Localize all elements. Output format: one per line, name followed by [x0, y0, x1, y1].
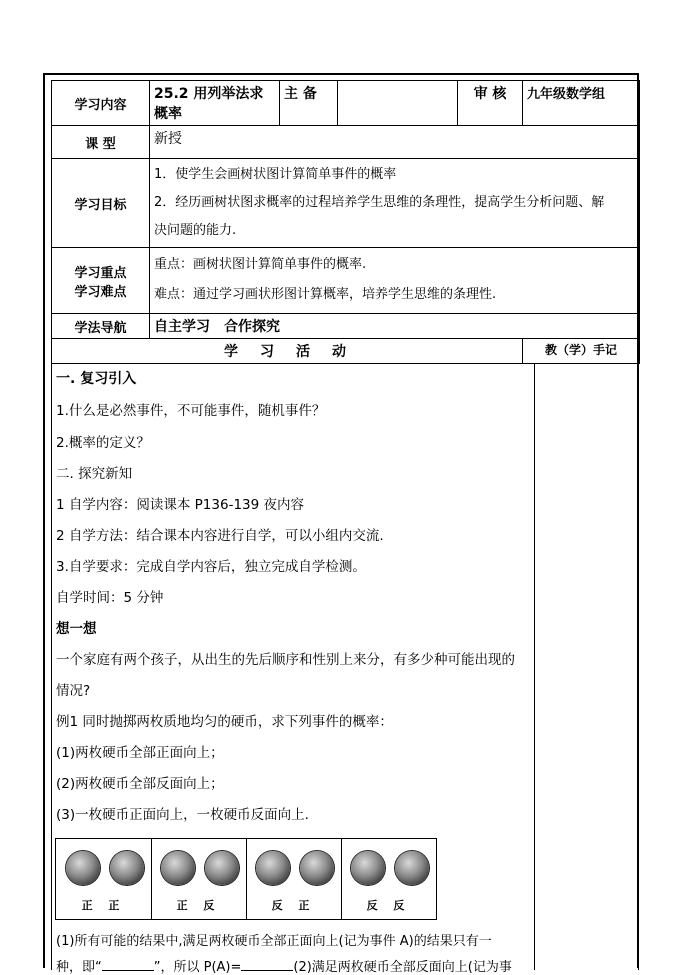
- goal-item: 1．使学生会画树状图计算简单事件的概率: [154, 167, 397, 182]
- coin-outcome-cell: [246, 839, 342, 919]
- shenhe-label: 审 核: [458, 81, 523, 126]
- question-2: 2.概率的定义？: [56, 435, 150, 451]
- coin-outcome-label: 反 正: [271, 899, 316, 912]
- example-part-2: (2)两枚硬币全部反面向上；: [56, 776, 224, 792]
- question-1: 1.什么是必然事件，不可能事件，随机事件？: [56, 403, 326, 419]
- coin-outcome-cell: [56, 839, 152, 919]
- coin-image: [110, 851, 144, 885]
- self-study-method: 2 自学方法：结合课本内容进行自学，可以小组内交流.: [56, 528, 384, 544]
- goal-item: 2．经历画树状图求概率的过程培养学生思维的条理性，提高学生分析问题、解: [154, 195, 605, 210]
- key-label-1: 学习重点: [74, 265, 127, 281]
- key-label: [52, 248, 150, 314]
- key-point: 重点：画树状图计算简单事件的概率.: [154, 257, 367, 272]
- header-table: [51, 80, 640, 364]
- coin-outcome-label: 反 反: [366, 899, 411, 912]
- key-cell: [150, 248, 640, 314]
- shenhe-value: 九年级数学组: [523, 81, 640, 126]
- coin-image: [66, 851, 100, 885]
- coin-image: [205, 851, 239, 885]
- example-part-3: (3)一枚硬币正面向上，一枚硬币反面向上.: [56, 807, 309, 823]
- answer-text: (2)满足两枚硬币全部反面向上(记为事: [293, 960, 512, 975]
- content-value: 25.2 用列举法求概率: [150, 81, 280, 126]
- type-value: 新授: [150, 126, 640, 159]
- method-label: 学法导航: [52, 314, 150, 339]
- example-1: 例1 同时抛掷两枚质地均匀的硬币，求下列事件的概率：: [56, 714, 393, 730]
- answer-blank[interactable]: [241, 958, 293, 971]
- difficulty: 难点：通过学习画状形图计算概率，培养学生思维的条理性.: [154, 287, 497, 302]
- activity-label: 学 习 活 动: [52, 339, 523, 364]
- answer-text: ”，所以 P(A)=: [153, 960, 242, 975]
- coin-outcome-label: 正 正: [81, 899, 126, 912]
- self-study-content: 1 自学内容：阅读课本 P136-139 夜内容: [56, 497, 305, 513]
- goal-item: 决问题的能力.: [154, 223, 237, 238]
- coin-image: [161, 851, 195, 885]
- activity-body: [51, 364, 639, 975]
- worksheet-page: [43, 73, 639, 975]
- goals-cell: [150, 159, 640, 248]
- coin-image: [256, 851, 290, 885]
- answer-blank[interactable]: [102, 958, 154, 971]
- think-question-cont: 情况?: [56, 683, 91, 699]
- activity-content: [52, 364, 535, 975]
- method-value: 自主学习 合作探究: [150, 314, 640, 339]
- think-heading: 想一想: [56, 621, 97, 637]
- section-review: 一. 复习引入: [56, 371, 137, 387]
- notes-label: 教（学）手记: [523, 339, 640, 364]
- key-label-2: 学习难点: [74, 284, 127, 300]
- answer-text: 种，即“: [56, 960, 102, 975]
- coin-outcome-cell: [151, 839, 247, 919]
- coin-outcome-label: 正 反: [176, 899, 221, 912]
- self-study-requirement: 3.自学要求：完成自学内容后，独立完成自学检测。: [56, 559, 366, 575]
- answer-line-1: (1)所有可能的结果中,满足两枚硬币全部正面向上(记为事件 A)的结果只有一: [56, 934, 492, 949]
- coin-outcome-cell: [341, 839, 436, 919]
- self-study-time: 自学时间：5 分钟: [56, 590, 164, 606]
- coin-outcomes-figure: [55, 838, 437, 920]
- coin-image: [300, 851, 334, 885]
- content-label: 学习内容: [52, 81, 150, 126]
- coin-image: [351, 851, 385, 885]
- coin-image: [395, 851, 429, 885]
- example-part-1: (1)两枚硬币全部正面向上；: [56, 745, 224, 761]
- zhubei-label: 主 备: [280, 81, 338, 126]
- think-question: 一个家庭有两个孩子，从出生的先后顺序和性别上来分，有多少种可能出现的: [56, 652, 515, 668]
- goal-label: 学习目标: [52, 159, 150, 248]
- answer-line-2: [56, 956, 512, 975]
- zhubei-value: [338, 81, 458, 126]
- type-label: 课 型: [52, 126, 150, 159]
- section-explore: 二. 探究新知: [56, 466, 133, 482]
